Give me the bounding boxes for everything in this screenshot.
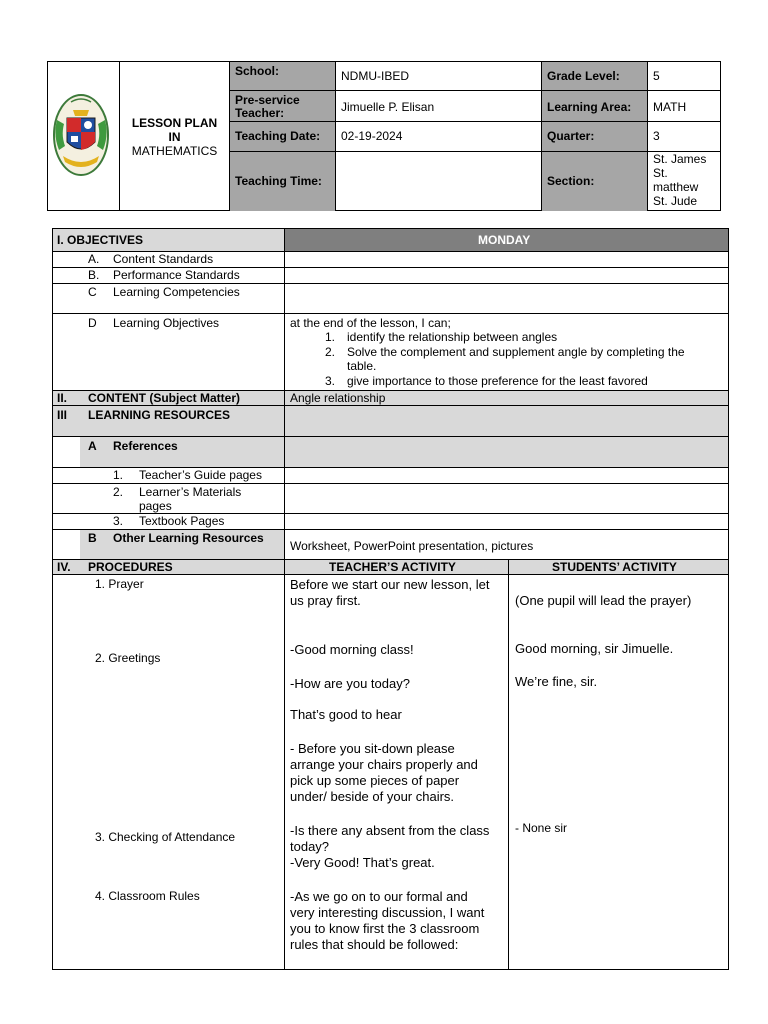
section-label: Section: [542, 152, 648, 211]
performance-standards-row [53, 268, 728, 284]
section-number: II. [57, 391, 68, 405]
objective-text: give importance to those preference for the least favored [347, 374, 648, 388]
step-attendance: 3. Checking of Attendance [95, 830, 236, 844]
procedures-heading-row [53, 560, 728, 575]
row-letter: A. [88, 252, 100, 266]
content-standards-value [285, 252, 728, 267]
objective-text: table. [347, 359, 377, 373]
content-standards-label: Content Standards [113, 252, 214, 266]
teacher-label: Pre-service Teacher: [230, 91, 336, 122]
quarter-value: 3 [648, 122, 721, 152]
row-letter: D [88, 316, 97, 330]
lesson-plan-header [47, 61, 721, 211]
learning-area-label: Learning Area: [542, 91, 648, 122]
objective-number: 2. [325, 345, 336, 359]
content-standards-row [53, 252, 728, 268]
procedures-body [53, 575, 728, 969]
step-prayer: 1. Prayer [95, 577, 144, 591]
objective-text: Solve the complement and supplement angle by completing the [347, 345, 685, 359]
learning-competencies-row [53, 284, 728, 314]
grade-level-label: Grade Level: [542, 62, 648, 91]
student-line: (One pupil will lead the prayer) [515, 593, 692, 608]
learning-competencies-label: Learning Competencies [113, 285, 240, 299]
reference-label: Textbook Pages [139, 514, 225, 528]
teacher-line: you to know first the 3 classroom [290, 921, 480, 936]
teaching-time-value [336, 152, 542, 211]
reference-label: pages [139, 499, 172, 513]
student-line: - None sir [515, 821, 568, 835]
row-letter: A [88, 439, 97, 453]
teacher-line: -How are you today? [290, 676, 410, 691]
section-value-2: St. [653, 166, 668, 180]
reference-label: Learner’s Materials [139, 485, 242, 499]
reference-row [53, 514, 728, 530]
content-label: CONTENT (Subject Matter) [88, 391, 241, 405]
student-line: We’re fine, sir. [515, 674, 598, 689]
teacher-line: -Is there any absent from the class [290, 823, 490, 838]
student-activity-column [509, 575, 728, 969]
content-value: Angle relationship [290, 391, 386, 405]
section-value-1: St. James [653, 152, 707, 166]
other-resources-value: Worksheet, PowerPoint presentation, pictures [290, 539, 534, 553]
teacher-line: arrange your chairs properly and [290, 757, 478, 772]
teacher-activity-heading: TEACHER’S ACTIVITY [329, 560, 456, 574]
grade-level-value: 5 [648, 62, 721, 91]
teacher-line: -Good morning class! [290, 642, 414, 657]
content-row [53, 391, 728, 406]
procedures-label: PROCEDURES [88, 560, 173, 574]
step-classroom-rules: 4. Classroom Rules [95, 889, 200, 903]
section-number: III [57, 408, 68, 422]
row-letter: C [88, 285, 97, 299]
objective-number: 3. [325, 374, 336, 388]
title-line-3: MATHEMATICS [131, 143, 218, 158]
learning-objectives-value [285, 314, 728, 390]
reference-row [53, 484, 728, 514]
objectives-intro: at the end of the lesson, I can; [290, 316, 451, 330]
title-line-2: IN [168, 129, 181, 144]
teaching-date-label: Teaching Date: [230, 122, 336, 152]
learning-resources-row [53, 406, 728, 437]
day-label: MONDAY [478, 233, 531, 247]
section-value-4: St. Jude [653, 194, 698, 208]
objective-text: identify the relationship between angles [347, 330, 558, 344]
references-label: References [113, 439, 178, 453]
school-seal-icon [51, 80, 111, 190]
lesson-plan-table [52, 228, 729, 970]
school-logo [48, 62, 120, 211]
performance-standards-value [285, 268, 728, 283]
reference-number: 2. [113, 485, 124, 499]
title-line-1: LESSON PLAN [131, 115, 218, 130]
procedure-steps [53, 575, 285, 969]
teacher-line: -As we go on to our formal and [290, 889, 468, 904]
section-number: IV. [57, 560, 71, 574]
section-value-3: matthew [653, 180, 699, 194]
step-greetings: 2. Greetings [95, 651, 161, 665]
references-row [53, 437, 728, 468]
row-letter: B. [88, 268, 100, 282]
student-line: Good morning, sir Jimuelle. [515, 641, 674, 656]
reference-number: 1. [113, 468, 124, 482]
reference-label: Teacher’s Guide pages [139, 468, 262, 482]
learning-area-value: MATH [648, 91, 721, 122]
objectives-heading-row [53, 229, 728, 252]
objective-number: 1. [325, 330, 336, 344]
teaching-time-label: Teaching Time: [230, 152, 336, 211]
student-activity-heading: STUDENTS’ ACTIVITY [552, 560, 677, 574]
other-resources-label: Other Learning Resources [113, 531, 264, 545]
teacher-value: Jimuelle P. Elisan [336, 91, 542, 122]
school-label: School: [230, 62, 336, 91]
teacher-line: rules that should be followed: [290, 937, 459, 952]
school-value: NDMU-IBED [336, 62, 542, 91]
other-resources-row [53, 530, 728, 560]
objectives-title: I. OBJECTIVES [57, 233, 144, 247]
teacher-line: Before we start our new lesson, let [290, 577, 490, 592]
teacher-line: - Before you sit-down please [290, 741, 455, 756]
lesson-plan-title [120, 62, 230, 211]
teacher-line: under/ beside of your chairs. [290, 789, 455, 804]
learning-resources-label: LEARNING RESOURCES [88, 408, 231, 422]
teacher-line: pick up some pieces of paper [290, 773, 460, 788]
teacher-activity-column [285, 575, 509, 969]
learning-competencies-value [285, 284, 728, 313]
reference-number: 3. [113, 514, 124, 528]
objectives-heading [53, 229, 285, 251]
section-values [648, 152, 721, 211]
teacher-line: -Very Good! That’s great. [290, 855, 435, 870]
teacher-line: That’s good to hear [290, 707, 402, 722]
row-letter: B [88, 531, 97, 545]
teacher-line: today? [290, 839, 330, 854]
performance-standards-label: Performance Standards [113, 268, 240, 282]
learning-objectives-label: Learning Objectives [113, 316, 220, 330]
quarter-label: Quarter: [542, 122, 648, 152]
reference-row [53, 468, 728, 484]
learning-objectives-row [53, 314, 728, 391]
day-heading [285, 229, 728, 251]
teacher-line: us pray first. [290, 593, 361, 608]
teaching-date-value: 02-19-2024 [336, 122, 542, 152]
teacher-line: very interesting discussion, I want [290, 905, 485, 920]
